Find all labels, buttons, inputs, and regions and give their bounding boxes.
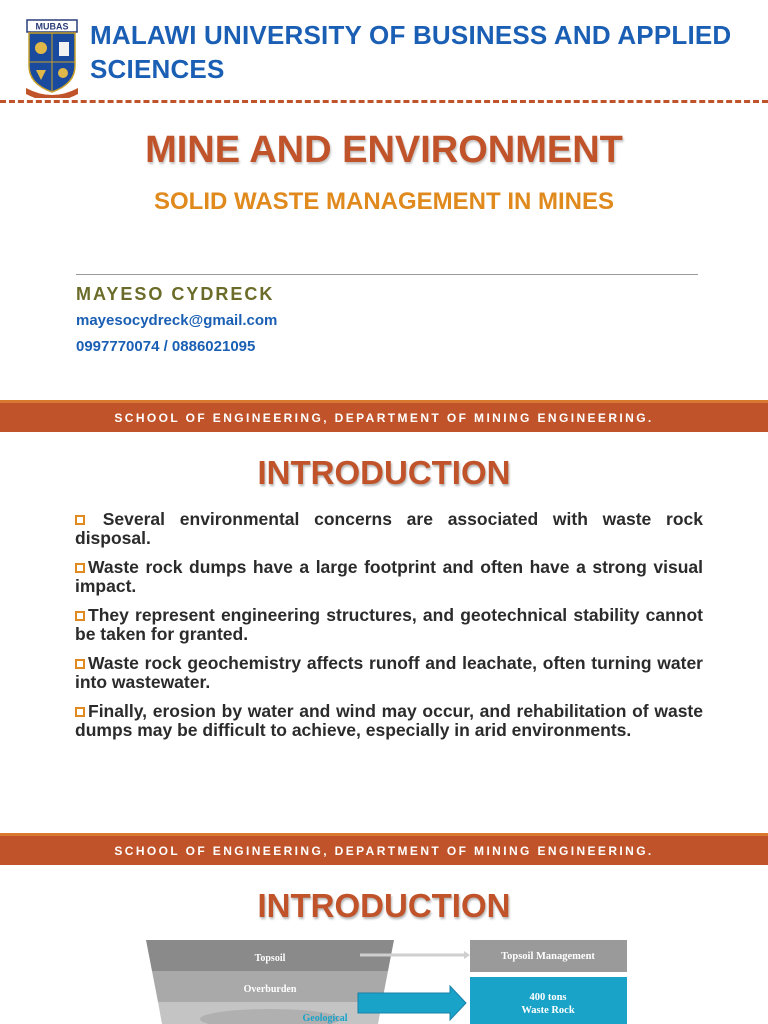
author-name: MAYESO CYDRECK [76,284,275,304]
layer-label: Topsoil [254,953,286,964]
checkbox-bullet-icon [75,515,85,525]
bullet-text: Waste rock geochemistry affects runoff and leachate, often turning water into wastewater. [75,653,703,692]
author-phone: 0997770074 / 0886021095 [76,338,256,355]
checkbox-bullet-icon [75,707,85,717]
checkbox-bullet-icon [75,563,85,573]
list-item [75,702,703,740]
box-label: Topsoil Management [501,951,595,962]
bullet-text: Finally, erosion by water and wind may occur, and rehabilitation of waste dumps may be difficult to achieve, especially in arid environments. [75,701,703,740]
bullet-text: Waste rock dumps have a large footprint and often have a strong visual impact. [75,557,703,596]
presentation-subtitle: SOLID WASTE MANAGEMENT IN MINES [153,188,614,215]
list-item [75,510,703,548]
university-logo [24,18,80,98]
checkbox-bullet-icon [75,611,85,621]
header-divider [0,100,768,103]
department-footer-band: SCHOOL OF ENGINEERING, DEPARTMENT OF MINING ENGINEERING. [0,833,768,865]
slide-heading: INTRODUCTION [257,887,511,924]
arrow-head-icon [464,951,470,959]
layer-label: Geological [302,1013,348,1024]
list-item [75,654,703,692]
list-item [75,606,703,644]
list-item [75,558,703,596]
box-label-line: 400 tons [529,992,567,1003]
layer-label: Overburden [243,984,297,995]
author-email: mayesocydreck@gmail.com [76,312,278,329]
presentation-title: MINE AND ENVIRONMENT [145,129,623,171]
checkbox-bullet-icon [75,659,85,669]
waste-rock-diagram [140,935,640,1024]
slide-heading: INTRODUCTION [257,454,511,491]
box-label-line: Waste Rock [521,1005,575,1016]
title-divider [76,274,698,275]
logo-text: MUBAS [35,21,69,32]
university-title: MALAWI UNIVERSITY OF BUSINESS AND APPLIED SCIENCES [90,20,732,84]
bullet-list [75,510,703,750]
bullet-text: They represent engineering structures, and geotechnical stability cannot be taken for granted. [75,605,703,644]
department-footer-band: SCHOOL OF ENGINEERING, DEPARTMENT OF MINING ENGINEERING. [0,400,768,432]
bullet-text: Several environmental concerns are associated with waste rock disposal. [75,509,703,548]
